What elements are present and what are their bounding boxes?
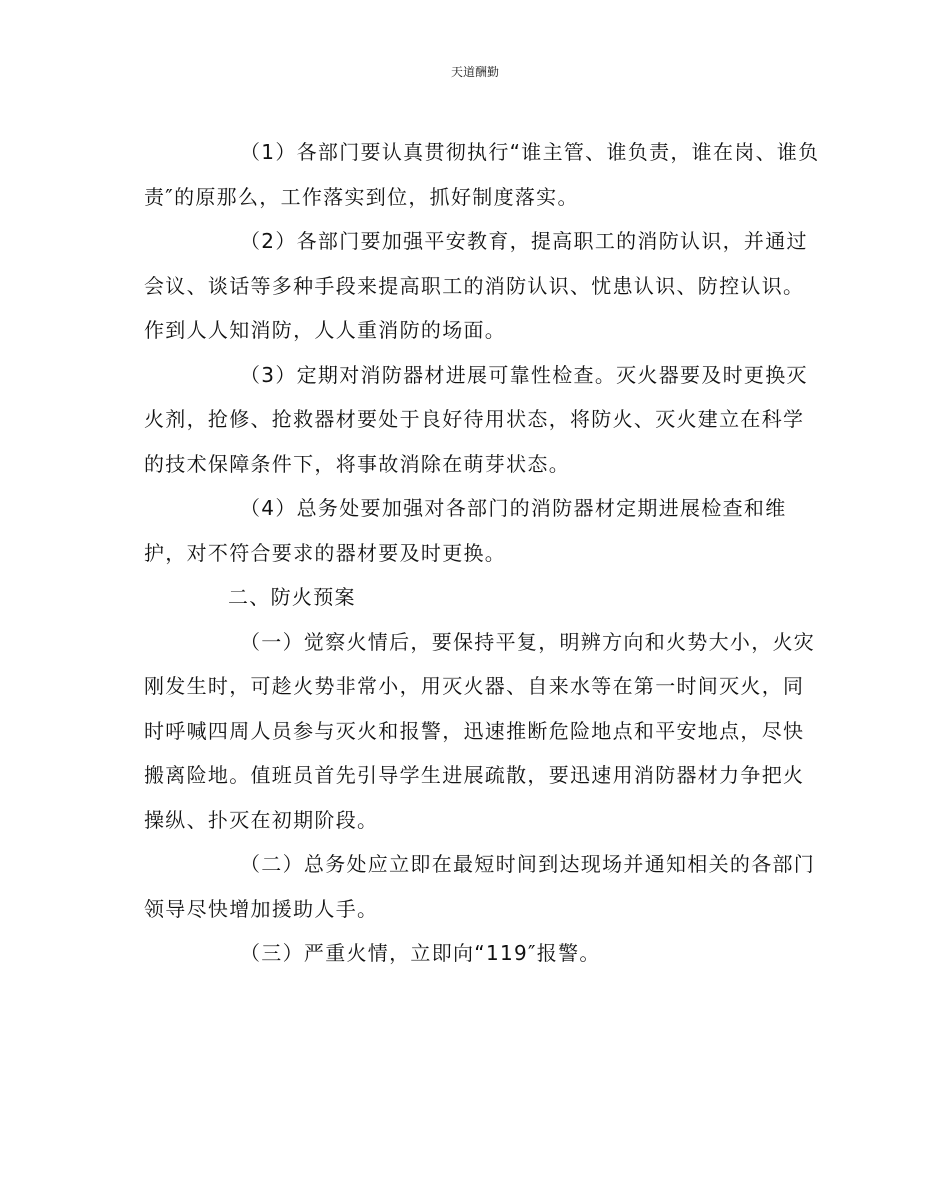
section-heading: 二、防火预案: [228, 585, 356, 609]
paragraph-4: （4）总务处要加强对各部门的消防器材定期进展检查和维护，对不符合要求的器材要及时更换。: [144, 496, 787, 565]
paragraph-7: （三）严重火情，立即向“119″报警。: [240, 941, 601, 965]
paragraph-2: （2）各部门要加强平安教育，提高职工的消防认识，并通过会议、谈话等多种手段来提高职工的消防认识、忧患认识、防控认识。作到人人知消防，人人重消防的场面。: [144, 229, 808, 342]
page-header: 天道酬勤: [450, 65, 499, 79]
paragraph-6: （二）总务处应立即在最短时间到达现场并通知相关的各部门领导尽快增加援助人手。: [144, 852, 816, 921]
paragraph-1: （1）各部门要认真贯彻执行“谁主管、谁负责，谁在岗、谁负责″的原那么，工作落实到位，抓好制度落实。: [144, 140, 820, 209]
paragraph-3: （3）定期对消防器材进展可靠性检查。灭火器要及时更换灭火剂，抢修、抢救器材要处于良好待用状态，将防火、灭火建立在科学的技术保障条件下，将事故消除在萌芽状态。: [144, 362, 808, 476]
document-body: [144, 130, 824, 976]
paragraph-5: （一）觉察火情后，要保持平复，明辨方向和火势大小，火灾刚发生时，可趁火势非常小，用灭火器、自来水等在第一时间灭火，同时呼喊四周人员参与灭火和报警，迅速推断危险地点和平安地点，尽快搬离险地。值班员首先引导学生进展疏散，要迅速用消防器材力争把火操纵、扑灭在初期阶段。: [144, 629, 816, 832]
